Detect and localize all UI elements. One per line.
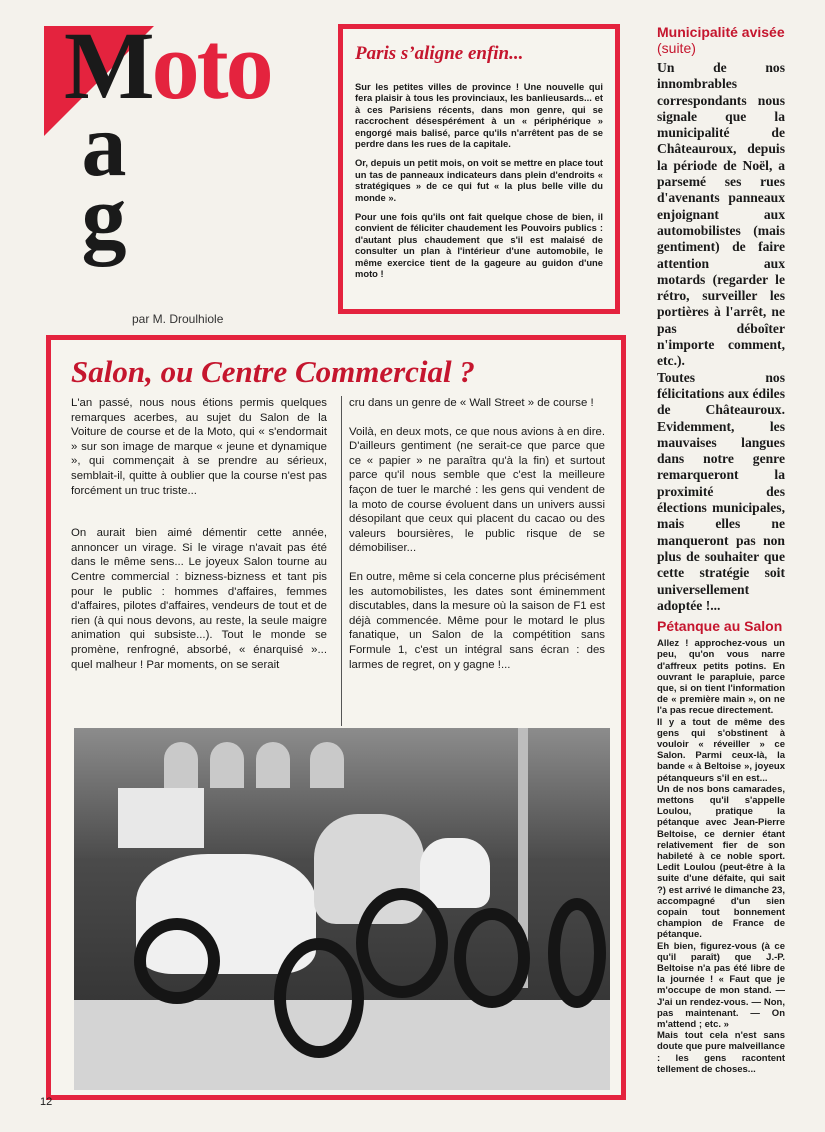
paris-title: Paris s’aligne enfin... xyxy=(355,43,524,64)
petanque-paragraph: Allez ! approchez-vous un peu, qu'on vous narre d'affreux petits potins. En ouvrant le parapluie, parce que, si on tient l'information de « première main », on ne l'a pas recue directement. xyxy=(657,638,785,717)
municipalite-text-2: Toutes nos félicitations aux édiles de Châteauroux. Evidemment, les mauvaises langues dans notre genre remarqueront la proximité des élections municipales, mais elles ne manqueront pas non plus de souhaiter que cette stratégie soit universellement adoptée !... xyxy=(657,369,785,613)
page-number: 12 xyxy=(40,1096,53,1108)
photo-wheel xyxy=(134,918,220,1004)
photo-sign xyxy=(118,788,204,848)
photo-motorcycle-fairing xyxy=(420,838,490,908)
petanque-paragraph: Eh bien, figurez-vous (à ce qu'il paraît) que J.-P. Beltoise n'a pas été libre de la journée ! « Faut que je m'occupe de mon stand. — J'ai un rendez-vous. — Non, pas maintenant. — On m'attend ; etc. » xyxy=(657,940,785,1030)
photo-window xyxy=(256,742,290,788)
municipalite-heading-text: Municipalité avisée xyxy=(657,24,785,40)
salon-title: Salon, ou Centre Commercial ? xyxy=(71,354,475,389)
petanque-paragraph: Un de nos bons camarades, mettons qu'il s'appelle Loulou, pratique la pétanque avec Jean-Pierre Beltoise, ce dernier étant relativement fier de son habileté à ce noble sport. Ledit Loulou (peut-être à la suite d'une défaite, qui sait ?) est arrivé le dimanche 23, accompagné d'un sien copain tout bonnement champion de France de pétanque. xyxy=(657,783,785,941)
municipalite-text: Un de nos innombrables correspondants nous signale que la municipalité de Châteauroux, depuis la période de Noël, a parsemé ses rues d'avenants panneaux enjoignant aux automobilistes (mais gentiment) de faire attention aux motards (regarder le rétro, surveiller les portières à l'arrêt, ne pas déboîter n'importe comment, etc.). xyxy=(657,60,785,369)
photo-window xyxy=(164,742,198,788)
masthead-letter-m: M xyxy=(64,12,152,119)
salon-paragraph: cru dans un genre de « Wall Street » de course ! xyxy=(349,397,594,409)
petanque-paragraph: Il y a tout de même des gens qui s'obstinent à vouloir « réveiller » ce Salon. Parmi ceux-là, la bande « à Beltoise », joyeux pétanqueurs s'il en est... xyxy=(657,716,785,784)
paris-paragraph-1: Sur les petites villes de province ! Une nouvelle qui fera plaisir à tous les provinciaux, les banlieusards... et à ces Parisiens récents, dans mon genre, qui se raccrochent désespérément à un « périphérique » engorgé mais balisé, parce qu'ils n'arrêtent pas de se perdre dans les rues de la capitale. xyxy=(355,81,603,150)
municipalite-heading-suffix: (suite) xyxy=(657,40,696,56)
mag-letter-a: a xyxy=(81,96,127,195)
photo-window xyxy=(210,742,244,788)
byline: par M. Droulhiole xyxy=(132,312,224,326)
right-column xyxy=(657,24,785,1075)
mag-letter-g: g xyxy=(81,168,127,267)
municipalite-heading xyxy=(657,24,785,56)
salon-column-left xyxy=(71,396,327,686)
petanque-heading: Pétanque au Salon xyxy=(657,618,783,635)
salon-paragraph: L'an passé, nous nous étions permis quelques remarques acerbes, au sujet du Salon de la Voiture de course et de la Moto, qui « s'endormait » sur son image de marque « jeune et dynamique », qui commençait à se prendre au sérieux, semblait-il, quitte à oublier que la course n'est pas forcément un truc triste... xyxy=(71,397,327,497)
salon-column-right xyxy=(349,396,605,686)
petanque-paragraph: Mais tout cela n'est sans doute que pure malveillance : les gens racontent tellement de choses... xyxy=(657,1030,785,1075)
salon-paragraph: En outre, même si cela concerne plus précisément les automobilistes, les dates sont éminemment discutables, dans la mesure où la saison de F1 est déjà commencée. Même pour le motard le plus fanatique, un Salon de la compétition sans Formule 1, c'est un intégral sans écran : des larmes de regret, on y gagne !... xyxy=(349,570,605,671)
masthead-mag xyxy=(64,96,144,267)
photo-wheel xyxy=(356,888,448,998)
paris-article-box xyxy=(338,24,620,314)
masthead-moto: Moto xyxy=(64,12,271,119)
salon-paragraph: On aurait bien aimé démentir cette année, annoncer un virage. Si le virage n'avait pas été dans le même sens... Le joyeux Salon tourne au Centre commercial : bizness-bizness et tant pis pour le public : hommes d'affaires, femmes d'affaires, pilotes d'affaires, vendeurs de tout et de rien (à qui nous devons, au reste, la seule maigre animation qui subsiste...). Tout le monde se promène, renfrogné, absorbé, « énarquisé »... quel malheur ! Par moments, on se serait xyxy=(71,527,327,671)
photo-wheel xyxy=(548,898,606,1008)
salon-paragraph: Voilà, en deux mots, ce que nous avions à en dire. D'ailleurs gentiment (ne serait-ce que parce que ce « papier » ne paraîtra qu'à la fin) et surtout parce qu'il nous semble que c'est la meilleure façon de tuer le marché : les gens qui vendent de la moto de course évoluent dans un univers aussi désopilant que ceux qui placent du cacao ou des valeurs boursières, le public risque de se démobiliser... xyxy=(349,425,605,555)
salon-photo xyxy=(74,728,610,1090)
photo-wheel xyxy=(454,908,530,1008)
photo-wheel xyxy=(274,938,364,1058)
column-divider xyxy=(341,396,342,726)
paris-paragraph-3: Pour une fois qu'ils ont fait quelque chose de bien, il convient de féliciter chaudement les Pouvoirs publics : d'autant plus chaudement que s'il est malaisé de consulter un plan à l'intérieur d'une automobile, le même exercice tient de la gageure au guidon d'une moto ! xyxy=(355,211,603,280)
photo-window xyxy=(310,742,344,788)
paris-paragraph-2: Or, depuis un petit mois, on voit se mettre en place tout un tas de panneaux indicateurs dans plein d'endroits « stratégiques » de ce qui fut « la plus belle ville du monde ». xyxy=(355,157,603,203)
